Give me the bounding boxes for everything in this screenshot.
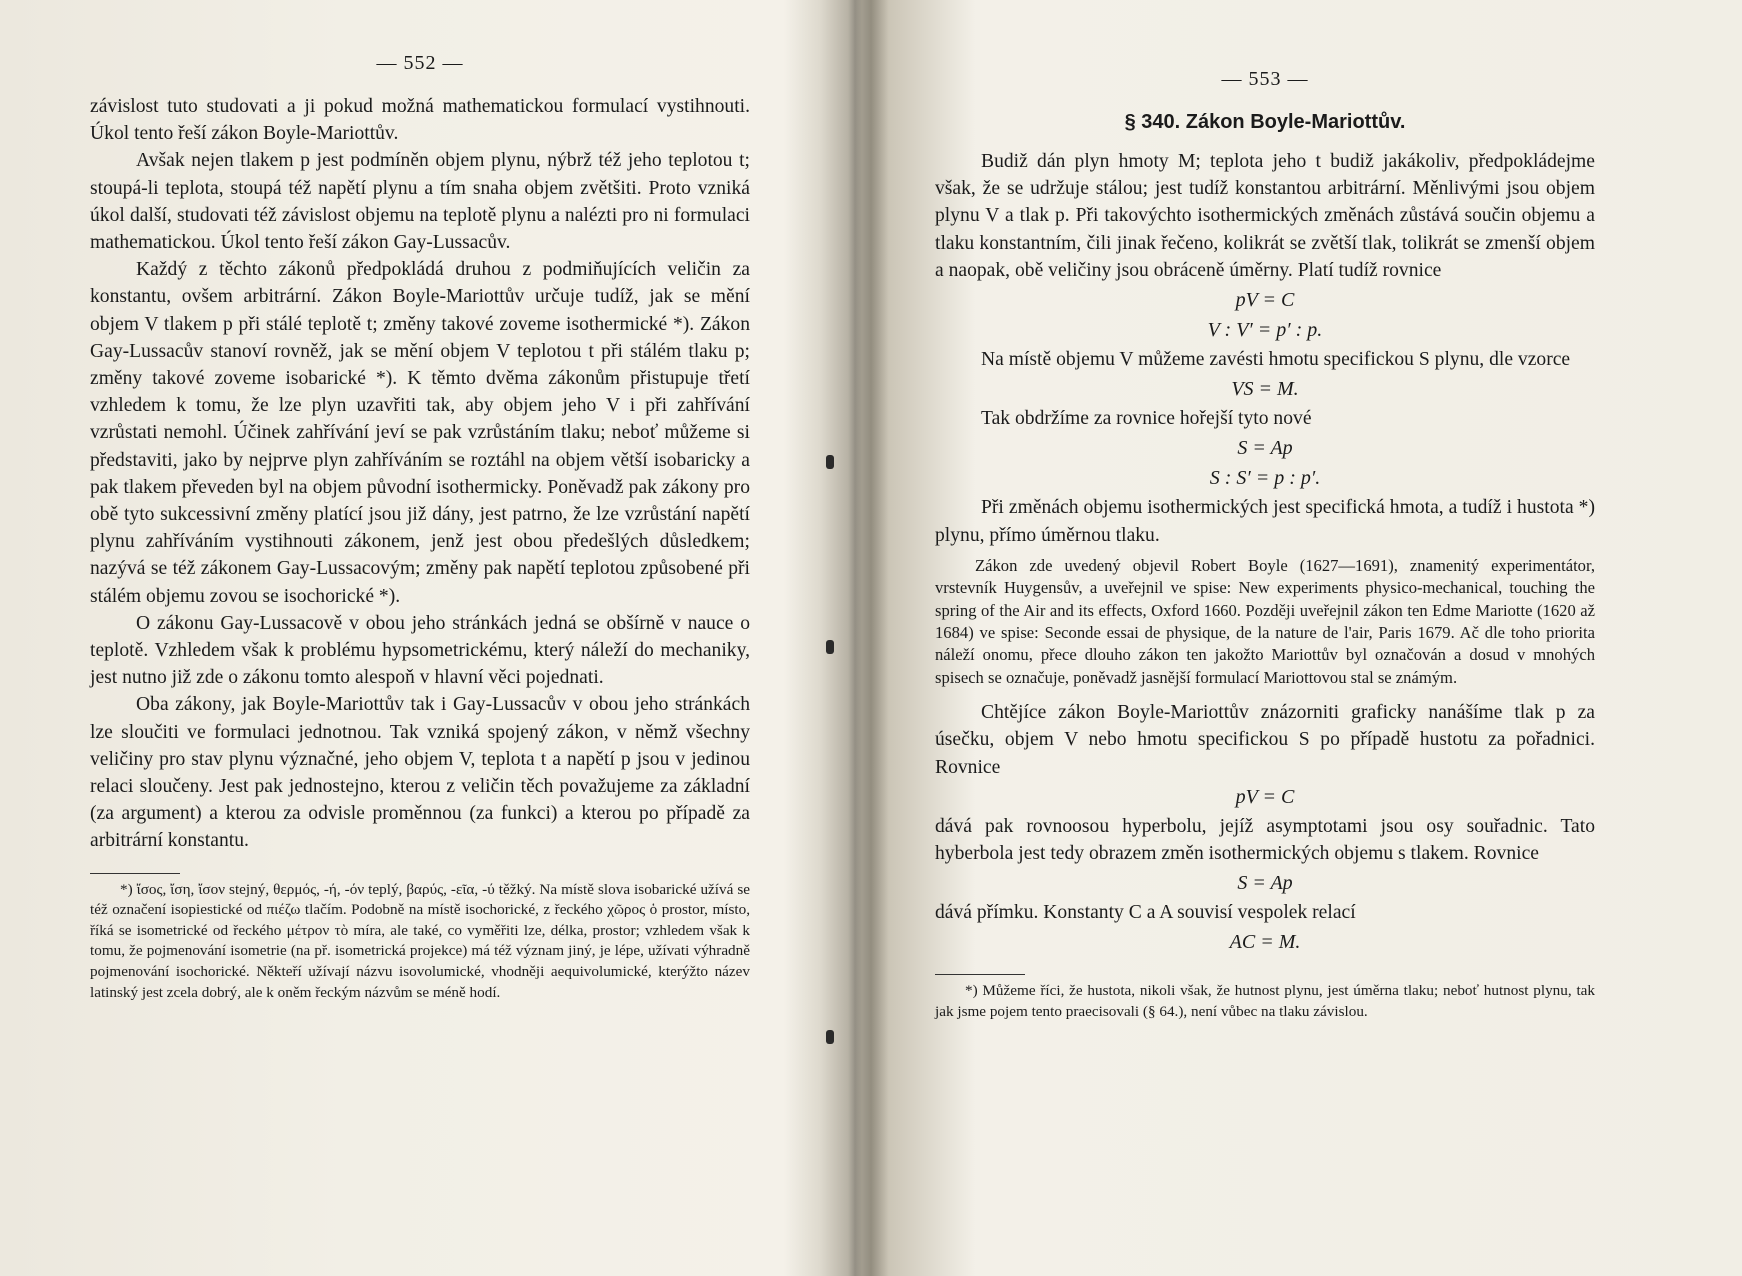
equation: pV = C — [1235, 785, 1295, 808]
left-page — [90, 0, 750, 1276]
historical-note — [935, 555, 1595, 689]
left-body — [90, 93, 750, 855]
gutter-shadow — [820, 0, 890, 1276]
right-page — [935, 0, 1595, 1276]
paragraph: O zákonu Gay-Lussacově v obou jeho stránkách jedná se obšírně v nauce o teplotě. Vzhledem však k problému hypsometrickému, který náleží do mechaniky, jest nutno již zde o zákonu tomto alespoň v hlavní věci pojednati. — [90, 612, 750, 689]
equation: S = Ap — [1237, 872, 1293, 895]
footnote-text: *) Můžeme říci, že hustota, nikoli však, že hutnost plynu, jest úměrna tlaku; neboť hutnost plynu, tak jak jsme pojem tento praecisovali (§ 64.), není vůbec na tlaku závislou. — [935, 982, 1595, 1021]
footnote — [935, 981, 1595, 1022]
equation: S : S′ = p : p′. — [1209, 467, 1321, 490]
binding-stitch — [826, 640, 834, 654]
paragraph: Každý z těchto zákonů předpokládá druhou z podmiňujících veličin za konstantu, ovšem arbitrární. Zákon Boyle-Mariottův určuje tudíž, jak se mění objem V tlakem p při stálé teplotě t; změny takové zoveme isothermické *). Zákon Gay-Lussacův stanoví rovněž, jak se mění objem V teplotou t při stálém tlaku p; změny takové zoveme isobarické *). K těmto dvěma zákonům přistupuje třetí vzhledem k tomu, že lze plyn uzavřiti tak, aby objem jeho V i při zahřívání vzrůstati nemohl. Účinek zahřívání jeví se pak vzrůstáním tlaku; neboť můžeme si představiti, jako by nejprve plyn zahříváním se roztáhl na objem větší isobaricky a pak tlakem převeden byl na objem původní isothermicky. Poněvadž pak zákony pro obě tyto sukcessivní změny platící jsou již dány, jest patrno, že lze vzrůstání napětí plynu zahříváním vystihnouti zákonem, jenž jest obou předešlých důsledkem; nazývá se též zákonem Gay-Lussacovým; změny pak napětí teplotou způsobené při stálém objemu zovou se isochorické *). — [90, 259, 750, 607]
footnote-rule — [90, 873, 180, 874]
paragraph: Při změnách objemu isothermických jest specifická hmota, a tudíž i hustota *) plynu, přímo úměrnou tlaku. — [935, 497, 1595, 546]
footnote-text: *) ἴσος, ἴση, ἴσον stejný, θερμός, -ή, -όν teplý, βαρύς, -εῖα, -ύ těžký. Na místě slova isobarické užívá se též označení isopiestické od πιέζω tlačím. Podobně na místě isochorické, z řeckého χῶρος ὁ prostor, místo, říká se isometrické od řeckého μέτρον τὸ míra, ale také, co vyměřiti lze, délka, prostor; vzhledem však k tomu, že pojmenování isometrie (na př. isometrická projekce) má též význam jiný, je lépe, užívati výhradně pojmenování isochorické. Někteří užívají názvu isovolumické, vhodněji aequivolumické, kterýžto název latinský jest zcela dobrý, ale k oněm řeckým názvům se méně hodí. — [90, 880, 750, 1001]
equation: V : V′ = p′ : p. — [1207, 319, 1323, 342]
equation: VS = M. — [1231, 378, 1299, 401]
equation: S = Ap — [1237, 437, 1293, 460]
equation: AC = M. — [1229, 931, 1301, 954]
binding-stitch — [826, 455, 834, 469]
paragraph: Oba zákony, jak Boyle-Mariottův tak i Gay-Lussacův v obou jeho stránkách lze sloučiti ve formulaci jednotnou. Tak vzniká spojený zákon, v němž všechny veličiny pro stav plynu význačné, jeho objem V, teplota t a napětí p jsou v jedinou relaci sloučeny. Jest pak jednostejno, kterou z veličin těch považujeme za základní (za argument) a kterou za odvisle proměnnou (za funkci) a kterou po případě za arbitrární konstantu. — [90, 694, 750, 852]
note-text: Zákon zde uvedený objevil Robert Boyle (1627—1691), znamenitý experimentátor, vrstevník Huygensův, a uveřejnil ve spise: New experiments physico-mechanical, touching the spring of the Air and its effects, Oxford 1660. Později uveřejnil zákon ten Edme Mariotte (1620 až 1684) ve spise: Seconde essai de physique, de la nature de l'air, Paris 1679. Ač dle toho priorita náleží onomu, přece dlouho zákon ten jakožto Mariottův byl označován a dosud v mnohých spisech se označuje, poněvadž jasnější formulací Mariottovou stal se známým. — [935, 555, 1595, 687]
equation: pV = C — [1235, 289, 1295, 312]
paragraph: dává pak rovnoosou hyperbolu, jejíž asymptotami jsou osy souřadnic. Tato hyberbola jest tedy obrazem změn isothermických objemu s tlakem. Rovnice — [935, 815, 1595, 865]
paragraph: Tak obdržíme za rovnice hořejší tyto nové — [981, 408, 1312, 430]
right-body — [935, 148, 1595, 549]
paragraph: Avšak nejen tlakem p jest podmíněn objem plynu, nýbrž též jeho teplotou t; stoupá-li teplota, stoupá též napětí plynu a tím snaha objem zvětšiti. Proto vzniká úkol další, studovati též závislost objemu na teplotě plynu a nalézti pro ni formulaci mathematickou. Úkol tento řeší zákon Gay-Lussacův. — [90, 150, 750, 254]
binding-stitch — [826, 1030, 834, 1044]
footnote-rule — [935, 974, 1025, 975]
footnote — [90, 880, 750, 1004]
paragraph: závislost tuto studovati a ji pokud možná mathematickou formulací vystihnouti. Úkol tento řeší zákon Boyle-Mariottův. — [90, 96, 750, 145]
right-body-continued — [935, 699, 1595, 956]
paragraph: Na místě objemu V můžeme zavésti hmotu specifickou S plynu, dle vzorce — [981, 349, 1571, 371]
paragraph: dává přímku. Konstanty C a A souvisí vespolek relací — [935, 902, 1356, 924]
page-number: — 553 — — [1221, 68, 1309, 90]
paragraph: Budiž dán plyn hmoty M; teplota jeho t budiž jakákoliv, předpokládejme však, že se udržuje stálou; jest tudíž konstantou arbitrární. Měnlivými jsou objem plynu V a tlak p. Při takovýchto isothermických změnách zůstává součin objemu a tlaku konstantním, čili jinak řečeno, kolikrát se zvětší tlak, tolikrát se zmenší objem a naopak, obě veličiny jsou obráceně úměrny. Platí tudíž rovnice — [935, 151, 1595, 281]
section-heading: § 340. Zákon Boyle-Mariottův. — [1124, 111, 1406, 133]
paragraph: Chtějíce zákon Boyle-Mariottův znázorniti graficky nanášíme tlak p za úsečku, objem V nebo hmotu specifickou S po případě hustotu za pořadnici. Rovnice — [935, 702, 1595, 778]
page-number: — 552 — — [376, 52, 464, 74]
